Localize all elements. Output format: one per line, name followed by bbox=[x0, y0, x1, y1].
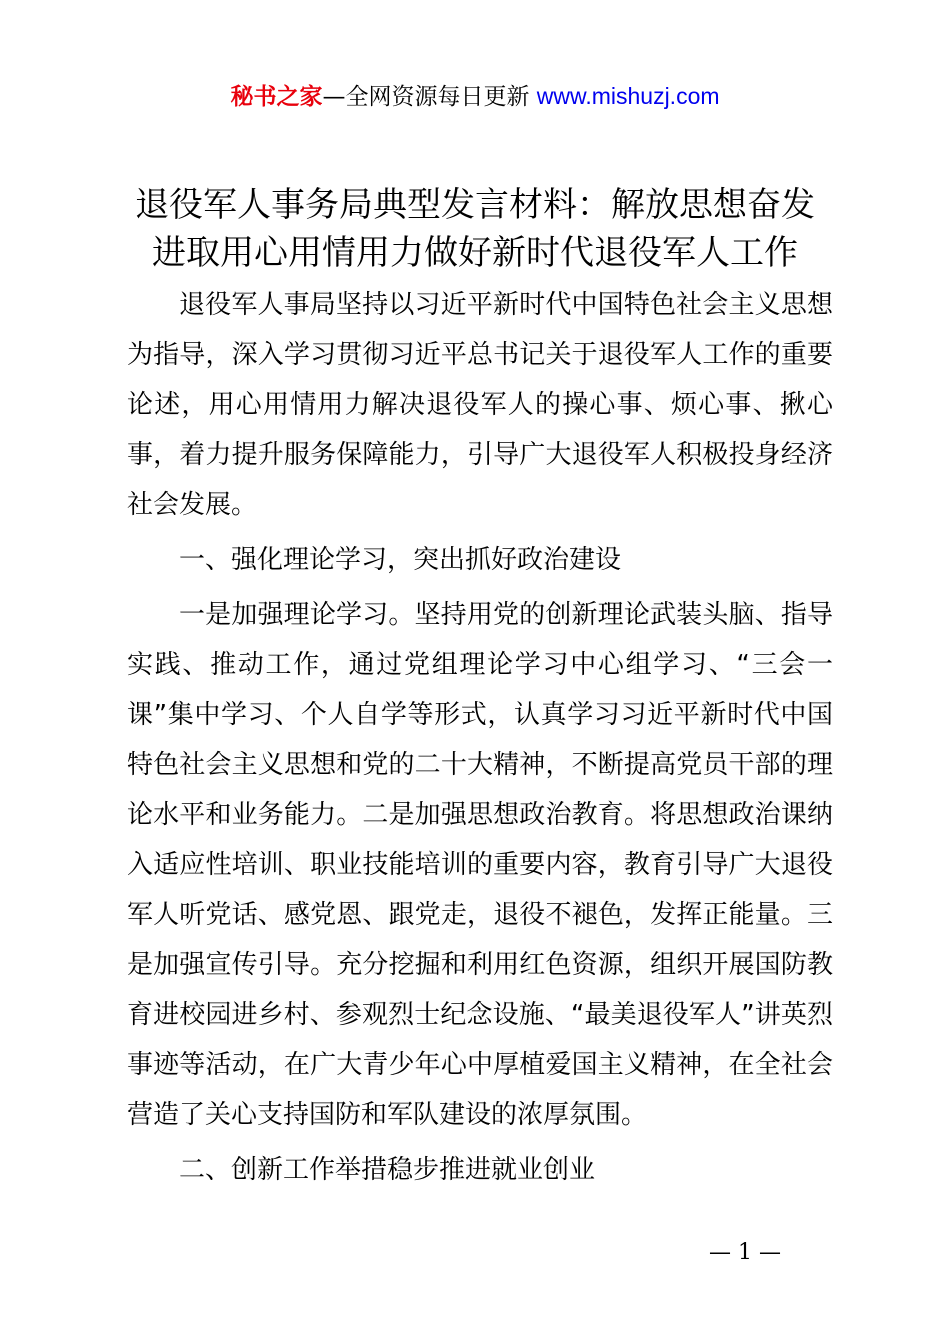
title-line-1: 退役军人事务局典型发言材料：解放思想奋发 bbox=[135, 185, 815, 225]
intro-paragraph: 退役军人事局坚持以习近平新时代中国特色社会主义思想为指导，深入学习贯彻习近平总书记关于退役军人工作的重要论述，用心用情用力解决退役军人的操心事、烦心事、揪心事，着力提升服务保障能力，引导广大退役军人积极投身经济社会发展。 bbox=[127, 290, 833, 520]
section-heading-1: 一、强化理论学习，突出抓好政治建设 bbox=[179, 545, 622, 575]
section-heading-2: 二、创新工作举措稳步推进就业创业 bbox=[179, 1155, 596, 1185]
header-slogan: —全网资源每日更新 bbox=[322, 84, 530, 110]
title-line-2: 进取用心用情用力做好新时代退役军人工作 bbox=[152, 233, 798, 273]
body-paragraph: 一是加强理论学习。坚持用党的创新理论武装头脑、指导实践、推动工作，通过党组理论学习中心组学习、“三会一课”集中学习、个人自学等形式，认真学习习近平新时代中国特色社会主义思想和党的二十大精神，不断提高党员干部的理论水平和业务能力。二是加强思想政治教育。将思想政治课纳入适应性培训、职业技能培训的重要内容，教育引导广大退役军人听党话、感党恩、跟党走，退役不褪色，发挥正能量。三是加强宣传引导。充分挖掘和利用红色资源，组织开展国防教育进校园进乡村、参观烈士纪念设施、“最美退役军人”讲英烈事迹等活动，在广大青少年心中厚植爱国主义精神，在全社会营造了关心支持国防和军队建设的浓厚氛围。 bbox=[127, 600, 833, 1130]
document-title bbox=[95, 181, 855, 277]
brand-name: 秘书之家 bbox=[230, 84, 323, 110]
site-url-link[interactable]: www.mishuzj.com bbox=[536, 83, 720, 109]
page-number: — 1 — bbox=[709, 1240, 781, 1265]
site-header bbox=[0, 79, 950, 114]
document-body bbox=[127, 280, 833, 1195]
